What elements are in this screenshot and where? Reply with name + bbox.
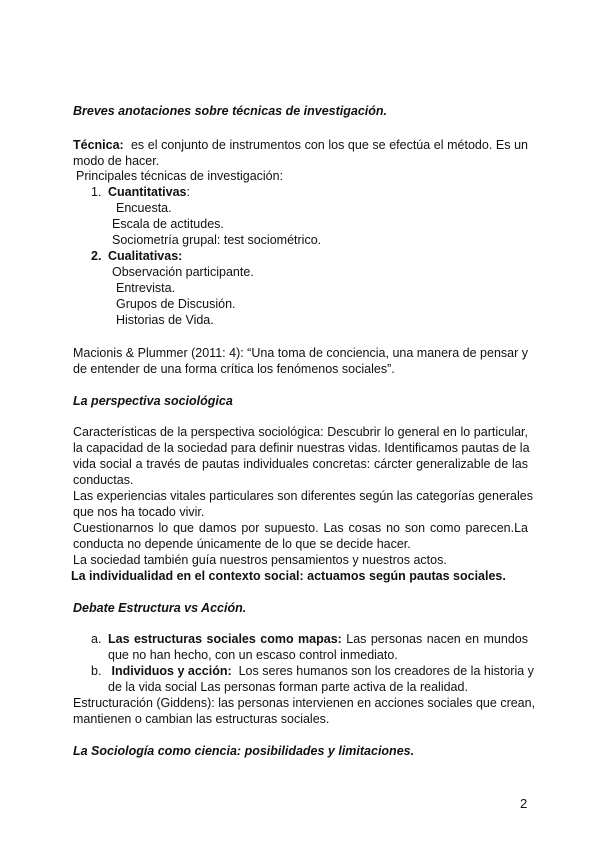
heading-tecnicas: Breves anotaciones sobre técnicas de investigación. bbox=[73, 104, 388, 118]
principales-tecnicas: Principales técnicas de investigación: bbox=[76, 169, 284, 183]
perspectiva-line: Las experiencias vitales particulares son diferentes según las categorías generales bbox=[73, 489, 533, 503]
perspectiva-line: vida social a través de pautas individuales concretas: cárcter generalizable de las bbox=[73, 457, 528, 471]
item-a-text: Las personas nacen en mundos bbox=[346, 632, 528, 646]
list2-item: Grupos de Discusión. bbox=[116, 297, 236, 311]
item-a-letter: a. bbox=[91, 632, 102, 646]
quote-line1: Macionis & Plummer (2011: 4): “Una toma de conciencia, una manera de pensar y bbox=[73, 346, 528, 360]
perspectiva-line: La sociedad también guía nuestros pensamientos y nuestros actos. bbox=[73, 553, 447, 567]
tecnica-label: Técnica: bbox=[73, 138, 124, 152]
item-a-line2: que no han hecho, con un escaso control inmediato. bbox=[108, 648, 398, 662]
giddens-line2: mantienen o cambian las estructuras sociales. bbox=[73, 712, 330, 726]
list1-item: Encuesta. bbox=[116, 201, 172, 215]
perspectiva-line: conducta no depende únicamente de lo que se decide hacer. bbox=[73, 537, 411, 551]
list2-number: 2. bbox=[91, 249, 102, 263]
heading-debate: Debate Estructura vs Acción. bbox=[73, 601, 247, 615]
list2-item: Entrevista. bbox=[116, 281, 176, 295]
item-a-line1 bbox=[108, 631, 528, 647]
list1-item: Escala de actitudes. bbox=[112, 217, 224, 231]
list2-heading: Cualitativas: bbox=[108, 249, 183, 263]
list1-item: Sociometría grupal: test sociométrico. bbox=[112, 233, 322, 247]
list2-item: Observación participante. bbox=[112, 265, 254, 279]
page-number: 2 bbox=[520, 796, 528, 811]
perspectiva-line: Cuestionarnos lo que damos por supuesto. Las cosas no son como parecen.La bbox=[73, 521, 528, 535]
heading-sociologia-ciencia: La Sociología como ciencia: posibilidades y limitaciones. bbox=[73, 744, 415, 758]
perspectiva-line: conductas. bbox=[73, 473, 134, 487]
quote-line2: de entender de una forma crítica los fenómenos sociales”. bbox=[73, 362, 395, 376]
perspectiva-line: la capacidad de la sociedad para definir nuestras vidas. Identificamos pautas de la bbox=[73, 441, 530, 455]
cuantitativas-colon: : bbox=[186, 185, 190, 199]
item-b-line2: de la vida social Las personas forman parte activa de la realidad. bbox=[108, 680, 468, 694]
list1-heading bbox=[108, 184, 190, 200]
list2-item: Historias de Vida. bbox=[116, 313, 214, 327]
item-b-letter: b. bbox=[91, 664, 102, 678]
cuantitativas-label: Cuantitativas bbox=[108, 185, 187, 199]
perspectiva-line: que nos ha tocado vivir. bbox=[73, 505, 205, 519]
heading-perspectiva: La perspectiva sociológica bbox=[73, 394, 233, 408]
tecnica-line1: es el conjunto de instrumentos con los que se efectúa el método. Es un bbox=[130, 138, 528, 152]
giddens-line1: Estructuración (Giddens): las personas intervienen en acciones sociales que crean, bbox=[73, 696, 536, 710]
item-b-label: Individuos y acción: bbox=[111, 664, 232, 678]
individualidad-statement: La individualidad en el contexto social: actuamos según pautas sociales. bbox=[71, 569, 506, 583]
tecnica-line2: modo de hacer. bbox=[73, 154, 160, 168]
tecnica-paragraph bbox=[73, 137, 528, 153]
list1-number: 1. bbox=[91, 185, 102, 199]
item-b-text: Los seres humanos son los creadores de la historia y bbox=[238, 664, 534, 678]
item-b-line1 bbox=[108, 663, 534, 679]
perspectiva-line: Características de la perspectiva sociológica: Descubrir lo general en lo particular, bbox=[73, 425, 528, 439]
item-a-label: Las estructuras sociales como mapas: bbox=[108, 632, 342, 646]
